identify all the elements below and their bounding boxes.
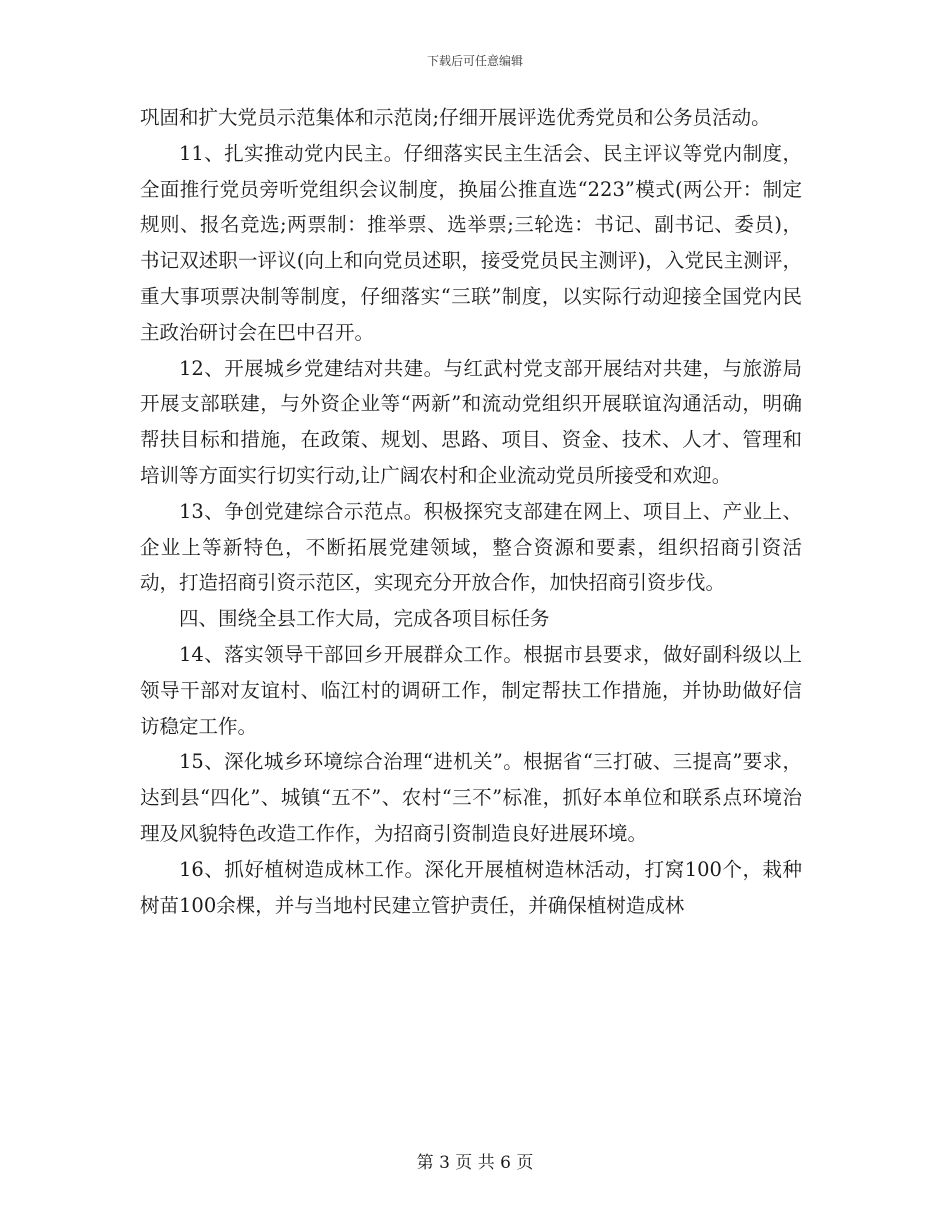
page-number: 第 3 页 共 6 页: [416, 1153, 534, 1173]
page-header: 下载后可任意编辑: [426, 54, 523, 68]
paragraph-item-15: 15、深化城乡环境综合治理“进机关”。根据省“三打破、三提高”要求，达到县“四化”、城镇“五不”、农村“三不”标准，抓好本单位和联系点环境治理及风貌特色改造工作作，为招商引资制造良好进展环境。: [140, 750, 802, 845]
document-body: [140, 100, 802, 923]
paragraph-item-12: 12、开展城乡党建结对共建。与红武村党支部开展结对共建，与旅游局开展支部联建，与外资企业等“两新”和流动党组织开展联谊沟通活动，明确帮扶目标和措施，在政策、规划、思路、项目、资金、技术、人才、管理和培训等方面实行切实行动,让广阔农村和企业流动党员所接受和欢迎。: [140, 356, 802, 487]
paragraph-item-14: 14、落实领导干部回乡开展群众工作。根据市县要求，做好副科级以上领导干部对友谊村、临江村的调研工作，制定帮扶工作措施，并协助做好信访稳定工作。: [140, 642, 802, 738]
paragraph-item-11: 11、扎实推动党内民主。仔细落实民主生活会、民主评议等党内制度，全面推行党员旁听党组织会议制度，换届公推直选“223”模式(两公开：制定规则、报名竞选;两票制：推举票、选举票;三轮选：书记、副书记、委员)，书记双述职一评议(向上和向党员述职，接受党员民主测评)，入党民主测评，重大事项票决制等制度，仔细落实“三联”制度，以实际行动迎接全国党内民主政治研讨会在巴中召开。: [140, 141, 802, 344]
paragraph-continuation: 巩固和扩大党员示范集体和示范岗;仔细开展评选优秀党员和公务员活动。: [140, 106, 771, 129]
paragraph-item-13: 13、争创党建综合示范点。积极探究支部建在网上、项目上、产业上、企业上等新特色，不断拓展党建领域，整合资源和要素，组织招商引资活动，打造招商引资示范区，实现充分开放合作，加快招商引资步伐。: [140, 499, 802, 595]
section-heading-4: 四、围绕全县工作大局，完成各项目标任务: [179, 607, 550, 631]
paragraph-item-16: 16、抓好植树造成林工作。深化开展植树造林活动，打窝100个，栽种树苗100余棵，并与当地村民建立管护责任，并确保植树造成林: [140, 857, 802, 917]
